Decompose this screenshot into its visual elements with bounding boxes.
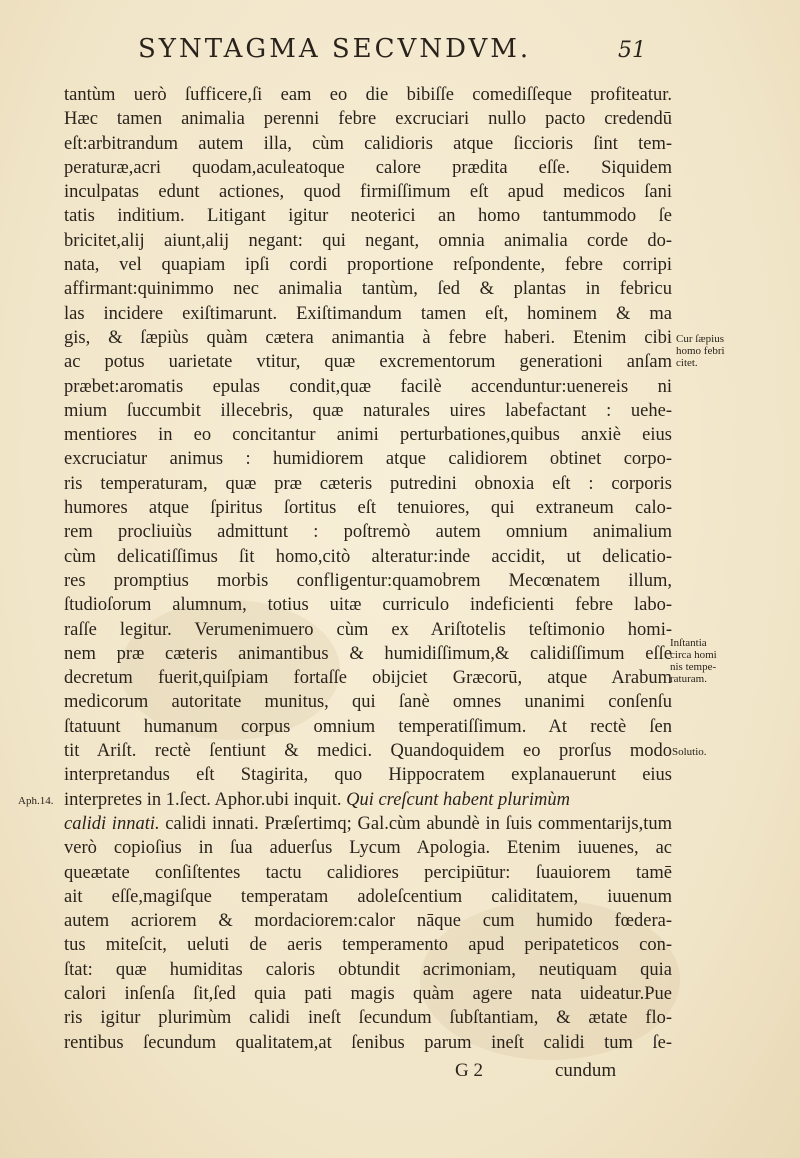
aphorism-quote-cont: calidi innati. bbox=[64, 813, 160, 834]
text-line-roman: calidi innati. Præſertimq; Gal.cùm abundè in ſuis commentarijs,tum bbox=[165, 813, 672, 834]
text-line: tit Ariſt. rectè ſentiunt & medici. Quandoquidem eo prorſus modo bbox=[64, 741, 672, 762]
text-line bbox=[64, 788, 672, 812]
margin-note-line: citet. bbox=[676, 357, 698, 369]
signature-mark: G 2 bbox=[455, 1060, 483, 1081]
text-line: ſtat: quæ humiditas caloris obtundit acrimoniam, neutiquam quia bbox=[64, 959, 672, 980]
catchword: cundum bbox=[555, 1060, 617, 1081]
page-header bbox=[138, 34, 646, 74]
text-line: tantùm uerò ſufficere,ſi eam eo die bibiſſe comediſſeque profiteatur. bbox=[64, 85, 672, 105]
margin-note bbox=[18, 795, 64, 807]
text-line bbox=[64, 812, 672, 836]
text-line: excruciatur animus : humidiorem atque calidiorem obtinet corpo- bbox=[64, 449, 672, 470]
text-line: Hæc tamen animalia perenni febre excruciari nullo pacto credendū bbox=[64, 109, 672, 130]
margin-note-line: circa homi bbox=[670, 649, 717, 661]
body-text bbox=[64, 83, 672, 1055]
margin-note bbox=[670, 637, 770, 685]
margin-note-line: nis tempe- bbox=[670, 661, 717, 673]
text-line: las incidere exiſtimarunt. Exiſtimandum tamen eſt, hominem & ma bbox=[64, 303, 672, 324]
text-line: medicorum autoritate munitus, qui ſanè omnes unanimi conſenſu bbox=[64, 692, 672, 713]
text-line: nata, vel quapiam ipſi cordi proportione reſpondente, febre corripi bbox=[64, 255, 672, 276]
text-line: humores atque ſpiritus ſortitus eſt tenuiores, qui extraneum calo- bbox=[64, 498, 672, 519]
text-line: nem præ cæteris animantibus & humidiſſimum,& calidiſſimum eſſe bbox=[64, 643, 672, 664]
margin-note-line: raturam. bbox=[670, 673, 707, 685]
margin-note bbox=[672, 746, 752, 758]
text-line: rentibus ſecundum qualitatem,at ſenibus parum ineſt calidi tum ſe- bbox=[64, 1032, 672, 1053]
margin-note-line: Solutio. bbox=[672, 746, 707, 758]
text-line: tatis inditium. Litigant igitur neoterici an homo tantummodo ſe bbox=[64, 206, 672, 227]
margin-note-line: Aph.14. bbox=[18, 795, 54, 807]
text-line: mentiores in eo concitantur animi perturbationes,quibus anxiè eius bbox=[64, 425, 672, 446]
text-line: ait eſſe,magiſque temperatam adoleſcentium caliditatem, iuuenum bbox=[64, 886, 672, 907]
text-line: affirmant:quinimmo nec animalia tantùm, ſed & plantas in febricu bbox=[64, 279, 672, 300]
text-line: ris igitur plurimùm calidi ineſt ſecundum ſubſtantiam, & ætate flo- bbox=[64, 1008, 672, 1029]
text-line: ris temperaturam, quæ præ cæteris putredini obnoxia eſt : corporis bbox=[64, 473, 672, 494]
text-line: res promptius morbis confligentur:quamobrem Mecœnatem illum, bbox=[64, 570, 672, 591]
text-line: decretum fuerit,quiſpiam fortaſſe obijciet Græcorū, atque Arabum bbox=[64, 668, 672, 689]
text-line: rem procliuiùs admittunt : poſtremò autem omnium animalium bbox=[64, 522, 672, 543]
text-line: ſtudioſorum alumnum, totius uitæ curriculo indeficienti febre labo- bbox=[64, 595, 672, 616]
text-line: præbet:aromatis epulas condit,quæ facilè accenduntur:uenereis ni bbox=[64, 376, 672, 397]
text-line: eſt:arbitrandum autem illa, cùm calidioris atque ſiccioris ſint tem- bbox=[64, 133, 672, 154]
text-line: cùm delicatiſſimus ſit homo,citò alteratur:inde accidit, ut delicatio- bbox=[64, 546, 672, 567]
margin-note-line: homo febri bbox=[676, 345, 725, 357]
margin-note bbox=[676, 333, 766, 369]
text-line: bricitet,alij aiunt,alij negant: qui negant, omnia animalia corde do- bbox=[64, 230, 672, 251]
text-line: verò copioſius in ſua aduerſus Lycum Apologia. Etenim iuuenes, ac bbox=[64, 838, 672, 859]
text-line: peraturæ,acri quodam,aculeatoque calore prædita eſſe. Siquidem bbox=[64, 157, 672, 178]
text-line: tus miteſcit, ueluti de aeris temperamento apud peripateticos con- bbox=[64, 935, 672, 956]
text-line: ac potus uarietate vtitur, quæ excrementorum generationi anſam bbox=[64, 352, 672, 373]
page-number: 51 bbox=[618, 38, 646, 63]
text-line: autem acriorem & mordaciorem:calor nāque cum humido fœdera- bbox=[64, 911, 672, 932]
text-line: ſtatuunt humanum corpus omnium temperatiſſimum. At rectè ſen bbox=[64, 716, 672, 737]
margin-note-line: Cur ſæpius bbox=[676, 333, 724, 345]
margin-note-line: Inſtantia bbox=[670, 637, 707, 649]
text-line: interpretandus eſt Stagirita, quo Hippocratem explanauerunt eius bbox=[64, 765, 672, 786]
text-line: raſſe legitur. Verumenimuero cùm ex Ariſtotelis teſtimonio homi- bbox=[64, 619, 672, 640]
text-line: calori inſenſa ſit,ſed quia pati magis quàm agere nata uideatur.Pue bbox=[64, 983, 672, 1004]
text-line-roman: interpretes in 1.ſect. Aphor.ubi inquit. bbox=[64, 789, 342, 810]
text-line: queætate conſiſtentes tactu calidiores percipiūtur: ſuauiorem tamē bbox=[64, 862, 672, 883]
text-line: gis, & ſæpiùs quàm cætera animantia à febre haberi. Etenim cibi bbox=[64, 327, 672, 348]
text-line: mium ſuccumbit illecebris, quæ naturales uires labefactant : uehe- bbox=[64, 400, 672, 421]
running-head: SYNTAGMA SECVNDVM. bbox=[138, 34, 532, 64]
aphorism-quote: Qui creſcunt habent plurimùm bbox=[346, 789, 570, 810]
text-line: inculpatas edunt actiones, quod firmiſſimum eſt apud medicos ſani bbox=[64, 182, 672, 203]
